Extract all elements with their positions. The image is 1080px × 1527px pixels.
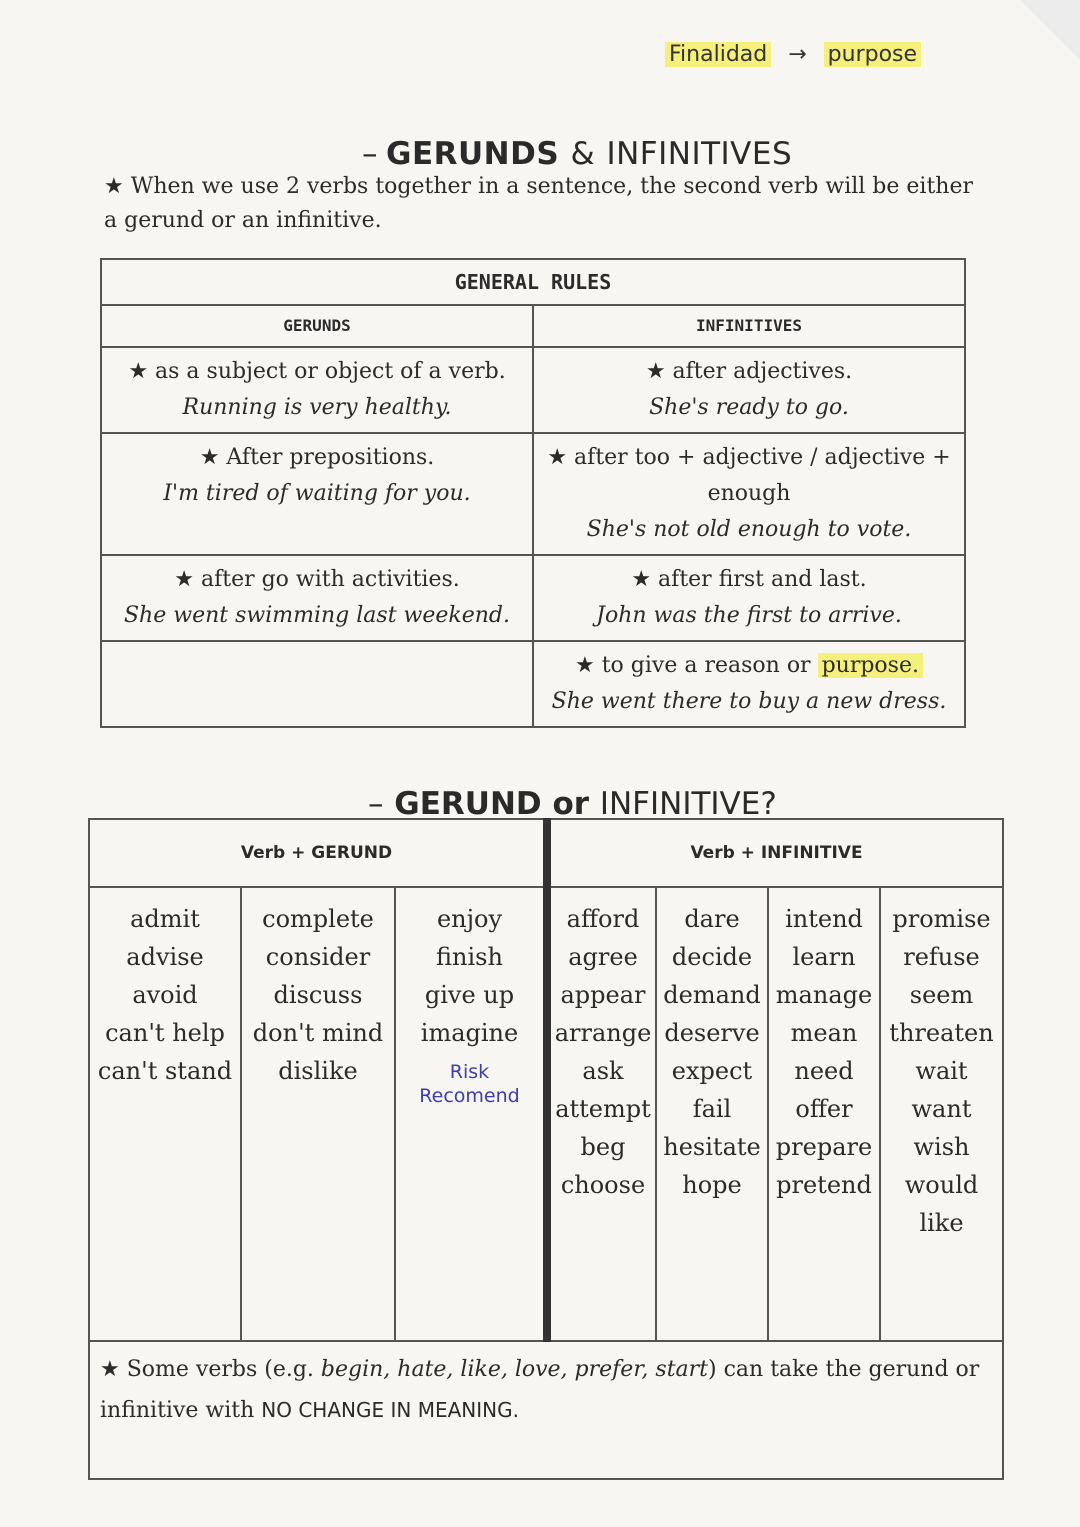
title-gerunds-infinitives	[362, 136, 792, 172]
rule-example: John was the first to arrive.	[596, 603, 902, 628]
handwritten-note	[665, 42, 921, 67]
footer-examples: begin, hate, like, love, prefer, start	[320, 1357, 709, 1382]
footer-text: ★ Some verbs (e.g.	[100, 1357, 321, 1382]
rules-heading: GENERAL RULES	[101, 259, 965, 305]
infinitive-rule	[533, 347, 965, 433]
note-finalidad: Finalidad	[665, 42, 771, 67]
verb-infinitive-header: Verb + INFINITIVE	[547, 819, 1003, 887]
title-or: or	[552, 786, 590, 822]
handwritten-additions: Risk Recomend	[419, 1061, 520, 1107]
infinitive-rule	[533, 641, 965, 727]
gerunds-header: GERUNDS	[101, 305, 533, 347]
rule-example: Running is very healthy.	[182, 395, 452, 420]
title-gerunds: GERUNDS	[386, 136, 560, 172]
gerund-rule	[101, 555, 533, 641]
title-gerund-or-infinitive	[368, 786, 777, 822]
rule-text: ★ after first and last.	[631, 567, 867, 592]
rule-text	[542, 648, 956, 684]
gerund-rule	[101, 433, 533, 555]
infinitive-verb-list: promise refuse seem threaten wait want wish would like	[880, 887, 1003, 1341]
rule-example: She's ready to go.	[649, 395, 849, 420]
infinitives-header: INFINITIVES	[533, 305, 965, 347]
infinitive-rule	[533, 555, 965, 641]
title-infinitive: INFINITIVE?	[599, 786, 777, 822]
rule-text: ★ after go with activities.	[174, 567, 460, 592]
rule-example: She went swimming last weekend.	[123, 603, 510, 628]
verb-list-text: enjoy finish give up imagine	[420, 905, 519, 1047]
infinitive-verb-list: afford agree appear arrange ask attempt beg choose	[547, 887, 656, 1341]
verb-table	[88, 818, 1004, 1480]
rule-text: ★ after too + adjective / adjective + enough	[547, 445, 951, 506]
rule-example: I'm tired of waiting for you.	[163, 481, 471, 506]
footer-note	[89, 1341, 1003, 1479]
gerund-verb-list	[395, 887, 547, 1341]
rule-text: ★ after adjectives.	[645, 359, 853, 384]
infinitive-rule	[533, 433, 965, 555]
rule-example: She went there to buy a new dress.	[551, 689, 947, 714]
verb-gerund-header: Verb + GERUND	[89, 819, 547, 887]
infinitive-verb-list: intend learn manage mean need offer prepare pretend	[768, 887, 880, 1341]
rule-example: She's not old enough to vote.	[586, 517, 912, 542]
title-dash: –	[362, 136, 378, 172]
title-infinitives: INFINITIVES	[606, 136, 793, 172]
general-rules-table	[100, 258, 966, 728]
rule-text: ★ as a subject or object of a verb.	[128, 359, 506, 384]
rule-text: ★ After prepositions.	[199, 445, 435, 470]
footer-caps: NO CHANGE IN MEANING.	[261, 1398, 519, 1422]
title-gerund: GERUND	[394, 786, 542, 822]
footer-text: ) can take the gerund or infinitive with	[100, 1357, 980, 1423]
note-purpose: purpose	[824, 42, 921, 67]
arrow-icon: →	[788, 42, 807, 67]
gerund-verb-list: admit advise avoid can't help can't stand	[89, 887, 241, 1341]
title-dash: –	[368, 786, 384, 822]
gerund-verb-list: complete consider discuss don't mind dislike	[241, 887, 395, 1341]
rule-text-part: ★ to give a reason or	[575, 653, 818, 678]
infinitive-verb-list: dare decide demand deserve expect fail hesitate hope	[656, 887, 768, 1341]
gerund-rule-empty	[101, 641, 533, 727]
gerund-rule	[101, 347, 533, 433]
purpose-highlight: purpose.	[818, 653, 923, 678]
title-amp: &	[570, 136, 596, 172]
intro-text: ★ When we use 2 verbs together in a sentence, the second verb will be either a gerund or an infinitive.	[104, 174, 973, 233]
page-fold	[1020, 0, 1080, 60]
